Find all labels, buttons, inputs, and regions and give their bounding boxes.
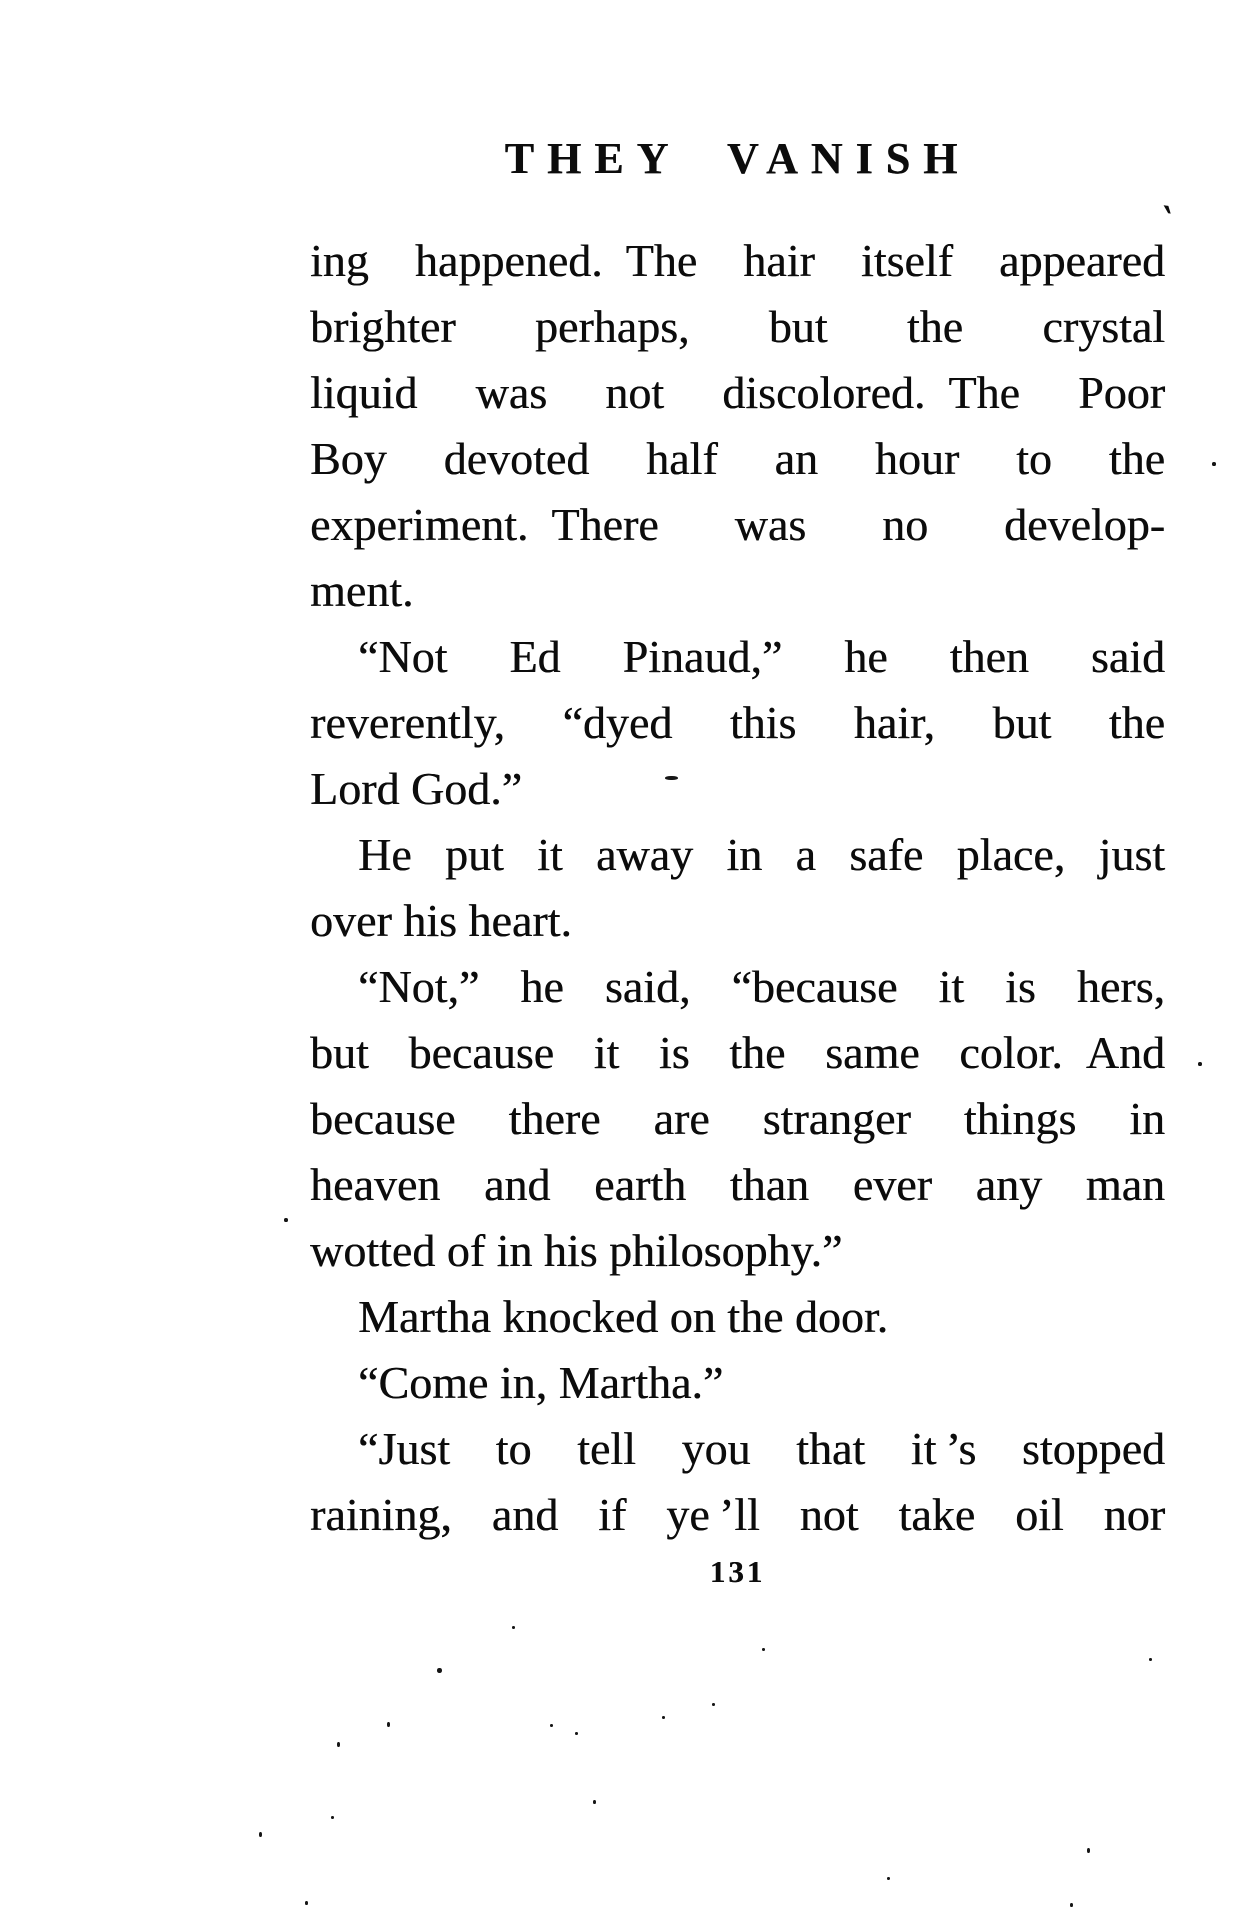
scan-speck [762, 1648, 765, 1651]
scan-speck [887, 1877, 890, 1880]
text-line: Boy devoted half an hour to the [310, 433, 1165, 484]
scan-speck [662, 1716, 665, 1719]
text-line: Lord God.” [310, 763, 523, 814]
scan-speck [337, 1742, 340, 1747]
scan-speck [593, 1800, 596, 1804]
text-line: raining, and if ye ’ll not take oil nor [310, 1489, 1165, 1540]
scan-speck [259, 1832, 262, 1837]
scan-speck [1070, 1903, 1073, 1907]
text-line: but because it is the same color. And [310, 1027, 1165, 1078]
page-header: THEY VANISH [504, 134, 971, 183]
text-block [310, 228, 1165, 1548]
text-line: “Not Ed Pinaud,” he then said [358, 631, 1165, 682]
text-line: Martha knocked on the door. [358, 1291, 889, 1342]
scan-speck [575, 1732, 578, 1735]
text-line: heaven and earth than ever any man [310, 1159, 1165, 1210]
scan-speck [1198, 1062, 1202, 1066]
scan-speck [512, 1626, 515, 1629]
text-line: because there are stranger things in [310, 1093, 1165, 1144]
stray-quote-mark: ‵ [1159, 201, 1173, 240]
text-line: experiment. There was no develop- [310, 499, 1165, 550]
scan-speck [305, 1901, 308, 1905]
page-number: 131 [709, 1554, 766, 1589]
scan-speck [437, 1668, 442, 1673]
text-line: ing happened. The hair itself appeared [310, 235, 1165, 286]
scan-speck [284, 1218, 288, 1222]
scan-speck [1149, 1658, 1152, 1661]
scan-speck [550, 1724, 553, 1727]
scan-speck [1212, 462, 1216, 466]
scan-speck [331, 1816, 334, 1819]
scan-speck [712, 1703, 715, 1706]
scan-speck [1087, 1848, 1090, 1853]
text-line: liquid was not discolored. The Poor [310, 367, 1165, 418]
text-line: reverently, “dyed this hair, but the [310, 697, 1165, 748]
text-line: over his heart. [310, 895, 572, 946]
text-line: ment. [310, 565, 414, 616]
text-line: wotted of in his philosophy.” [310, 1225, 843, 1276]
text-line: “Not,” he said, “because it is hers, [358, 961, 1165, 1012]
text-line: He put it away in a safe place, just [358, 829, 1165, 880]
scan-speck [387, 1722, 390, 1727]
text-line: brighter perhaps, but the crystal [310, 301, 1165, 352]
text-line: “Just to tell you that it ’s stopped [358, 1423, 1165, 1474]
text-line: “Come in, Martha.” [358, 1357, 724, 1408]
